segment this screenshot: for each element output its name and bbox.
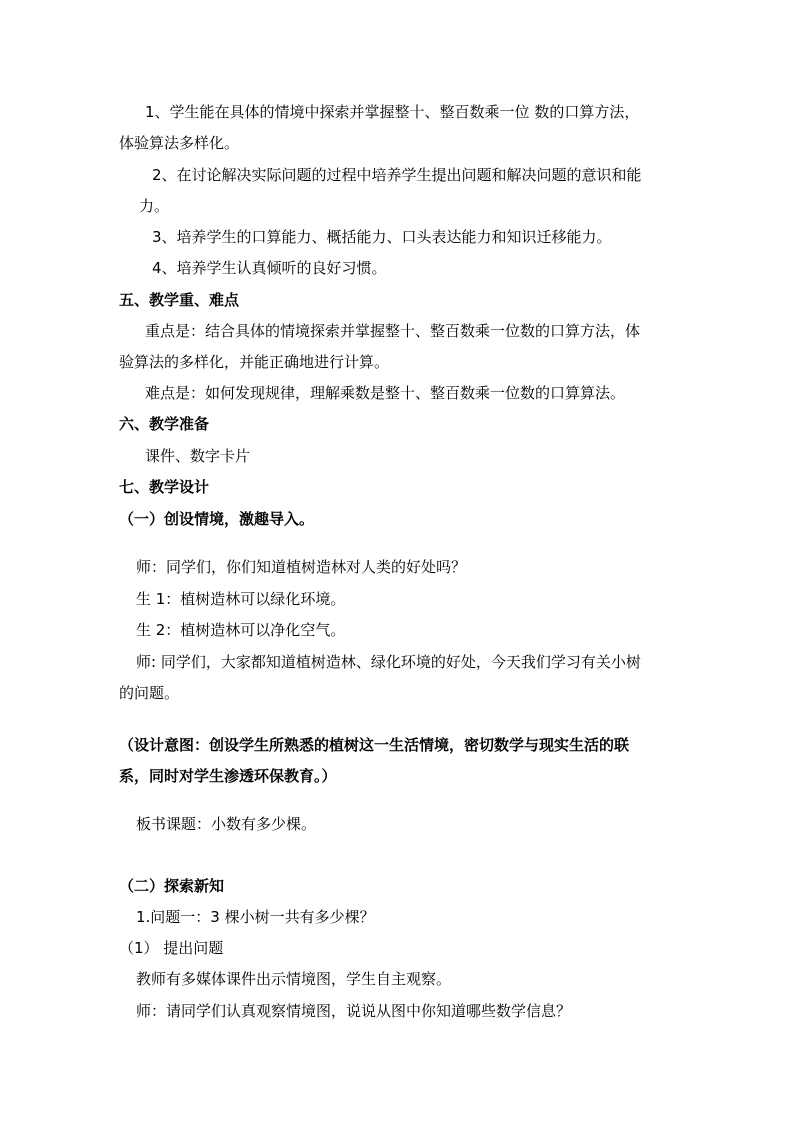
objective-3: 3、培养学生的口算能力、概括能力、口头表达能力和知识迁移能力。	[152, 228, 612, 246]
student-2-answer: 生 2：植树造林可以净化空气。	[136, 621, 346, 639]
objective-4: 4、培养学生认真倾听的良好习惯。	[152, 259, 387, 277]
section-5-heading: 五、教学重、难点	[119, 291, 240, 309]
board-title: 板书课题：小数有多少棵。	[136, 815, 317, 833]
objective-1-line-1: 1、学生能在具体的情境中探索并掌握整十、整百数乘一位 数的口算方法，	[145, 103, 640, 121]
section-6-heading: 六、教学准备	[119, 415, 210, 433]
objective-2-line-2: 力。	[139, 197, 170, 215]
part-2-heading: （二）探索新知	[119, 877, 225, 895]
teacher-response-line-2: 的问题。	[119, 684, 180, 702]
objective-1-line-2: 体验算法多样化。	[119, 134, 240, 152]
teacher-prompt: 师：请同学们认真观察情境图，说说从图中你知道哪些数学信息？	[136, 1002, 572, 1020]
section-7-heading: 七、教学设计	[119, 478, 210, 496]
teacher-response-line-1: 师: 同学们，大家都知道植树造林、绿化环境的好处，今天我们学习有关小树	[136, 653, 641, 671]
teacher-question: 师：同学们，你们知道植树造林对人类的好处吗？	[136, 558, 467, 576]
question-1: 1.问题一：3 棵小树一共有多少棵？	[136, 908, 375, 926]
student-1-answer: 生 1：植树造林可以绿化环境。	[136, 590, 346, 608]
step-1-heading: （1） 提出问题	[119, 939, 224, 957]
design-intent-line-2: 系，同时对学生渗透环保教育。）	[119, 767, 337, 785]
difficulty-point: 难点是：如何发现规律，理解乘数是整十、整百数乘一位数的口算算法。	[145, 384, 626, 402]
key-point-line-1: 重点是：结合具体的情境探索并掌握整十、整百数乘一位数的口算方法，体	[145, 322, 641, 340]
key-point-line-2: 验算法的多样化，并能正确地进行计算。	[119, 353, 390, 371]
design-intent-line-1: （设计意图：创设学生所熟悉的植树这一生活情境，密切数学与现实生活的联	[119, 736, 630, 754]
objective-2-line-1: 2、在讨论解决实际问题的过程中培养学生提出问题和解决问题的意识和能	[152, 166, 642, 184]
preparation-content: 课件、数字卡片	[145, 447, 251, 465]
step-1-description: 教师有多媒体课件出示情境图，学生自主观察。	[136, 970, 452, 988]
part-1-heading: （一）创设情境，激趣导入。	[119, 510, 315, 528]
